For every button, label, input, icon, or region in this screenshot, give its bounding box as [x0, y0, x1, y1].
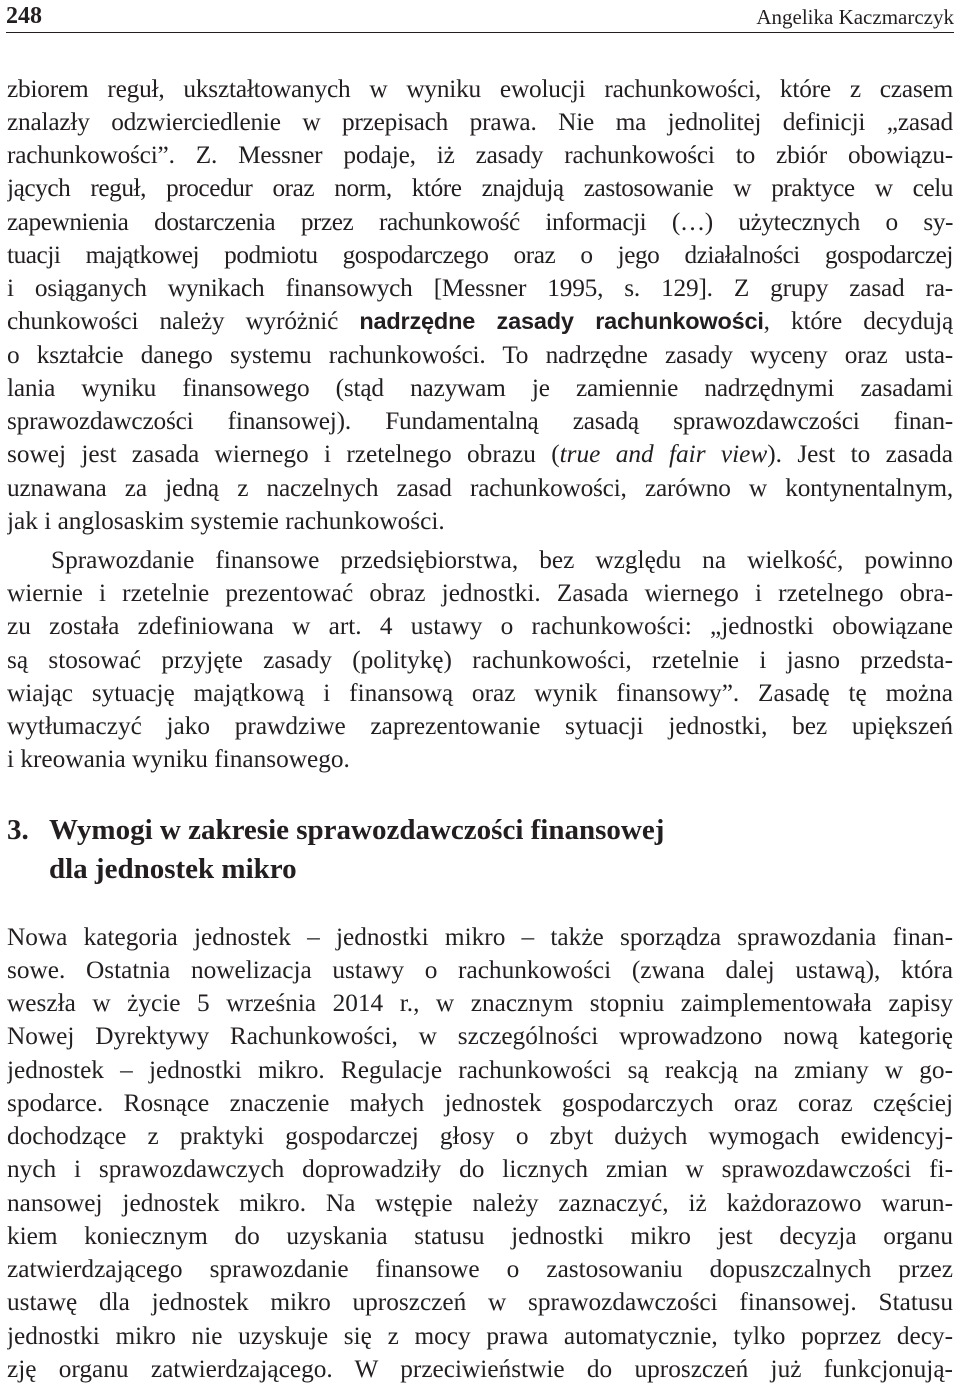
text-segment: nansowej jednostek mikro. Na wstępie należy zaznaczyć, iż każdorazowo warun- [7, 1189, 953, 1217]
text-line [7, 1219, 953, 1253]
text-line [7, 72, 953, 106]
text-segment: zapewnienia dostarczenia przez rachunkowość informacji (…) użytecznych o sy- [7, 208, 953, 236]
text-line [7, 742, 953, 776]
text-segment: nych i sprawozdawczych doprowadziły do licznych zmian w sprawozdawczości fi- [7, 1155, 953, 1183]
text-segment: lania wyniku finansowego (stąd nazywam je zamiennie nadrzędnymi zasadami [7, 374, 953, 402]
text-line [7, 609, 953, 643]
text-line [7, 205, 953, 239]
text-line [7, 1019, 953, 1053]
text-segment: Nowa kategoria jednostek – jednostki mikro – także sporządza sprawozdania finan- [7, 923, 953, 951]
text-segment: jących reguł, procedur oraz norm, które znajdują zastosowanie w praktyce w celu [7, 174, 953, 202]
text-line [7, 1319, 953, 1353]
text-line [7, 1352, 953, 1386]
section-number: 3. [7, 814, 29, 846]
text-line [7, 338, 953, 372]
text-segment: , które decydują [763, 307, 953, 335]
text-line [7, 238, 953, 272]
text-line [7, 504, 953, 538]
text-line [7, 471, 953, 505]
text-segment: sowej jest zasada wiernego i rzetelnego obrazu ( [7, 440, 560, 468]
text-segment: zatwierdzającego sprawozdanie finansowe o zastosowaniu dopuszczalnych przez [7, 1255, 953, 1283]
page-header [6, 0, 954, 33]
bold-term: nadrzędne zasady rachunkowości [359, 308, 764, 334]
text-line [7, 171, 953, 205]
text-segment: dochodzące z praktyki gospodarczej głosy o zbyt dużych wymogach ewidencyj- [7, 1122, 953, 1150]
text-line [7, 1053, 953, 1087]
text-line [7, 271, 953, 305]
text-line [7, 371, 953, 405]
text-segment: zję organu zatwierdzającego. W przeciwieństwie do uproszczeń już funkcjonują- [7, 1355, 953, 1383]
text-line [7, 953, 953, 987]
text-segment: weszła w życie 5 września 2014 r., w znacznym stopniu zaimplementowała zapisy [7, 989, 953, 1017]
text-line [7, 1152, 953, 1186]
running-head-author: Angelika Kaczmarczyk [756, 5, 954, 29]
section-title-line-2: dla jednostek mikro [49, 853, 297, 885]
text-line [7, 404, 953, 438]
text-segment: znalazły odzwierciedlenie w przepisach prawa. Nie ma jednolitej definicji „zasad [7, 108, 953, 136]
text-line [7, 1086, 953, 1120]
text-line [7, 138, 953, 172]
text-line [7, 676, 953, 710]
text-line [7, 576, 953, 610]
text-segment: i kreowania wyniku finansowego. [7, 745, 350, 773]
text-segment: uznawana za jedną z naczelnych zasad rachunkowości, zarówno w kontynentalnym, [7, 474, 953, 502]
text-line [7, 1186, 953, 1220]
text-segment: Nowej Dyrektywy Rachunkowości, w szczególności wprowadzono nową kategorię [7, 1022, 953, 1050]
text-line [7, 709, 953, 743]
page-number: 248 [6, 3, 42, 29]
text-segment: sowe. Ostatnia nowelizacja ustawy o rachunkowości (zwana dalej ustawą), która [7, 956, 953, 984]
italic-term: true and fair view [559, 440, 768, 468]
text-segment: Sprawozdanie finansowe przedsiębiorstwa, bez względu na wielkość, powinno [51, 546, 953, 574]
text-segment: wiając sytuację majątkową i finansową oraz wynik finansowy”. Zasadę tę można [7, 679, 953, 707]
text-line [51, 543, 953, 577]
text-segment: zbiorem reguł, ukształtowanych w wyniku ewolucji rachunkowości, które z czasem [7, 75, 953, 103]
text-segment: tuacji majątkowej podmiotu gospodarczego oraz o jego działalności gospodarczej [7, 241, 953, 269]
text-segment: są stosować przyjęte zasady (politykę) rachunkowości, rzetelnie i jasno przedsta- [7, 646, 953, 674]
text-segment: jednostki mikro nie uzyskuje się z mocy prawa automatycznie, tylko poprzez decy- [7, 1322, 953, 1350]
text-segment: wiernie i rzetelnie prezentować obraz jednostki. Zasada wiernego i rzetelnego obra- [7, 579, 953, 607]
text-line [7, 105, 953, 139]
text-line [7, 1119, 953, 1153]
text-segment: jak i anglosaskim systemie rachunkowości. [7, 507, 445, 535]
text-segment: rachunkowości”. Z. Messner podaje, iż zasady rachunkowości to zbiór obowiązu- [7, 141, 953, 169]
text-segment: wytłumaczyć jako prawdziwe zaprezentowanie sytuacji jednostki, bez upiększeń [7, 712, 953, 740]
text-line [7, 1252, 953, 1286]
text-segment: ustawę dla jednostek mikro uproszczeń w sprawozdawczości finansowej. Statusu [7, 1288, 953, 1316]
text-segment: kiem koniecznym do uzyskania statusu jednostki mikro jest decyzja organu [7, 1222, 953, 1250]
text-segment: jednostek – jednostki mikro. Regulacje rachunkowości są reakcją na zmiany w go- [7, 1056, 953, 1084]
text-segment: i osiąganych wynikach finansowych [Messner 1995, s. 129]. Z grupy zasad ra- [7, 274, 953, 302]
text-segment: ). Jest to zasada [767, 440, 953, 468]
section-title-line-1: Wymogi w zakresie sprawozdawczości finansowej [49, 814, 665, 846]
text-line [7, 1285, 953, 1319]
text-segment: sprawozdawczości finansowej). Fundamentalną zasadą sprawozdawczości finan- [7, 407, 953, 435]
text-segment: spodarce. Rosnące znaczenie małych jednostek gospodarczych oraz coraz częściej [7, 1089, 953, 1117]
text-segment: o kształcie danego systemu rachunkowości. To nadrzędne zasady wyceny oraz usta- [7, 341, 953, 369]
text-line [7, 437, 953, 471]
text-line [7, 920, 953, 954]
text-line [7, 986, 953, 1020]
text-line [7, 643, 953, 677]
text-segment: chunkowości należy wyróżnić [7, 307, 360, 335]
text-segment: zu została zdefiniowana w art. 4 ustawy o rachunkowości: „jednostki obowiązane [7, 612, 953, 640]
text-line [7, 304, 953, 338]
